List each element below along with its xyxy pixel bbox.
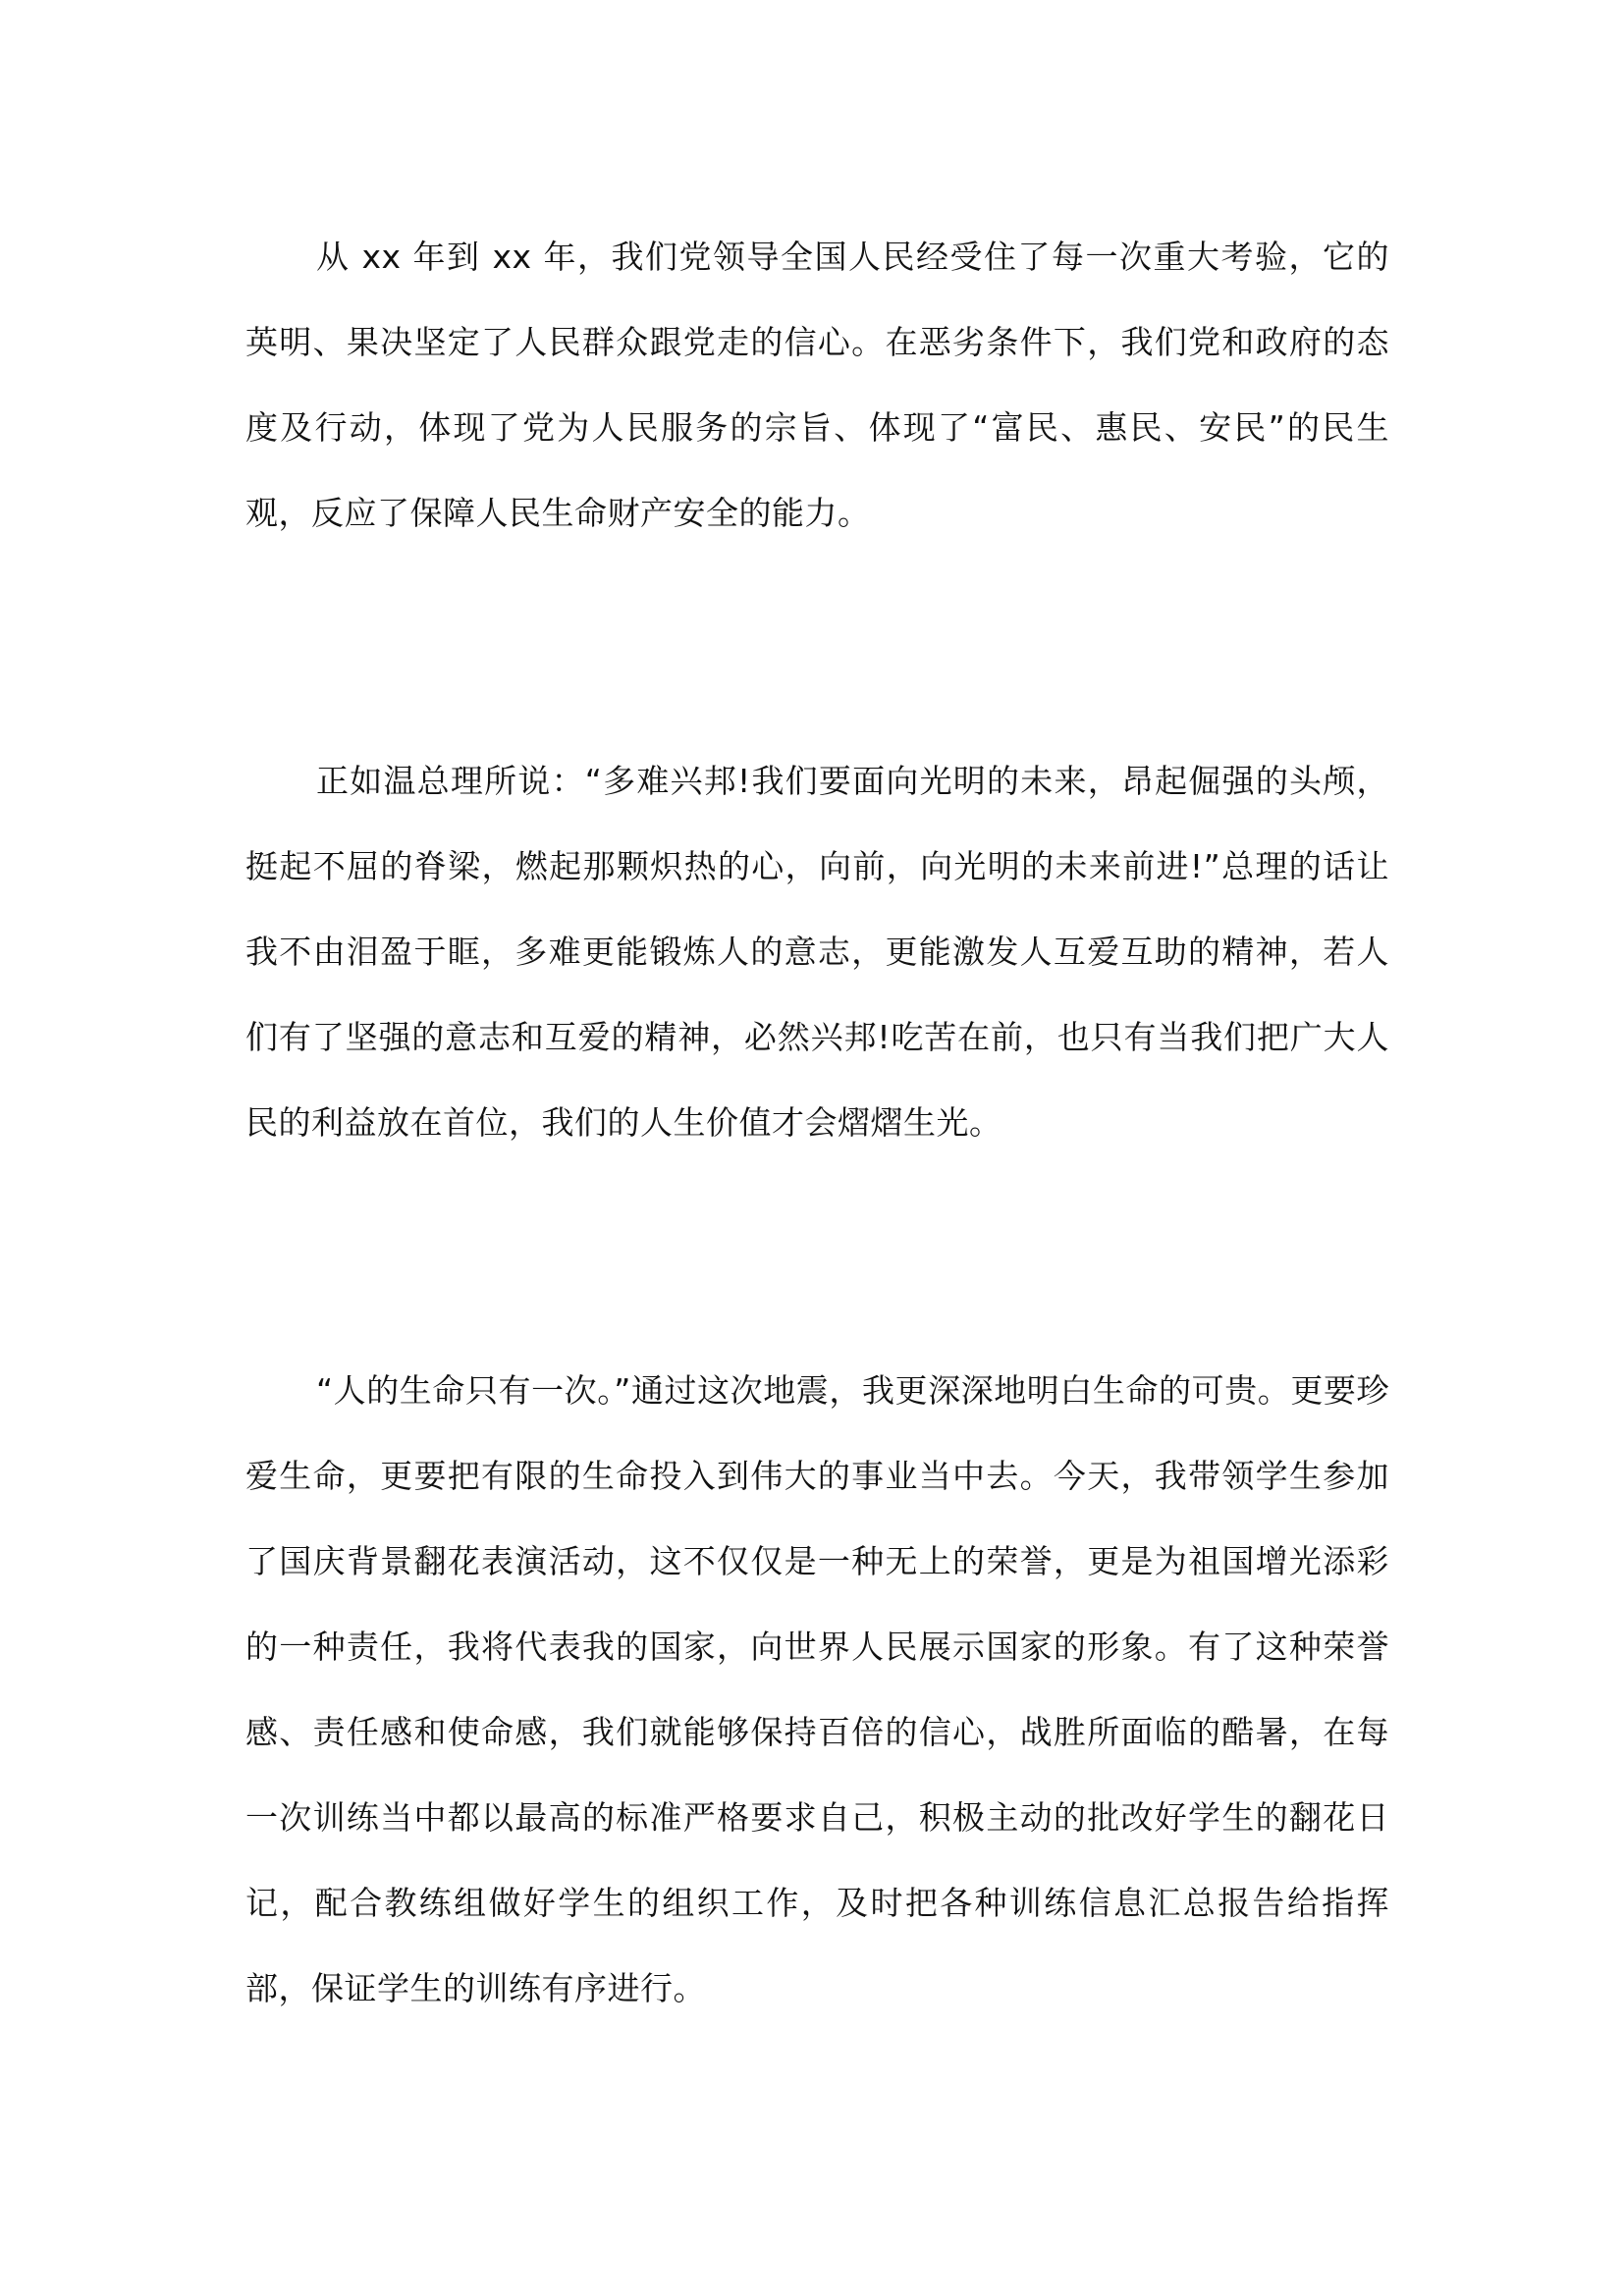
paragraph-1: 从 xx 年到 xx 年，我们党领导全国人民经受住了每一次重大考验，它的英明、果决坚定了人民群众跟党走的信心。在恶劣条件下，我们党和政府的态度及行动，体现了党为人民服务的宗旨、体现了“富民、惠民、安民”的民生观，反应了保障人民生命财产安全的能力。 [245, 238, 1389, 532]
paragraph-2: 正如温总理所说：“多难兴邦!我们要面向光明的未来，昂起倔强的头颅，挺起不屈的脊梁，燃起那颗炽热的心，向前，向光明的未来前进!”总理的话让我不由泪盈于眶，多难更能锻炼人的意志，更能激发人互爱互助的精神，若人们有了坚强的意志和互爱的精神，必然兴邦!吃苦在前，也只有当我们把广大人民的利益放在首位，我们的人生价值才会熠熠生光。 [245, 762, 1389, 1142]
paragraph-3: “人的生命只有一次。”通过这次地震，我更深深地明白生命的可贵。更要珍爱生命，更要把有限的生命投入到伟大的事业当中去。今天，我带领学生参加了国庆背景翻花表演活动，这不仅仅是一种无上的荣誉，更是为祖国增光添彩的一种责任，我将代表我的国家，向世界人民展示国家的形象。有了这种荣誉感、责任感和使命感，我们就能够保持百倍的信心，战胜所面临的酷暑，在每一次训练当中都以最高的标准严格要求自己，积极主动的批改好学生的翻花日记，配合教练组做好学生的组织工作，及时把各种训练信息汇总报告给指挥部，保证学生的训练有序进行。 [245, 1371, 1389, 2007]
